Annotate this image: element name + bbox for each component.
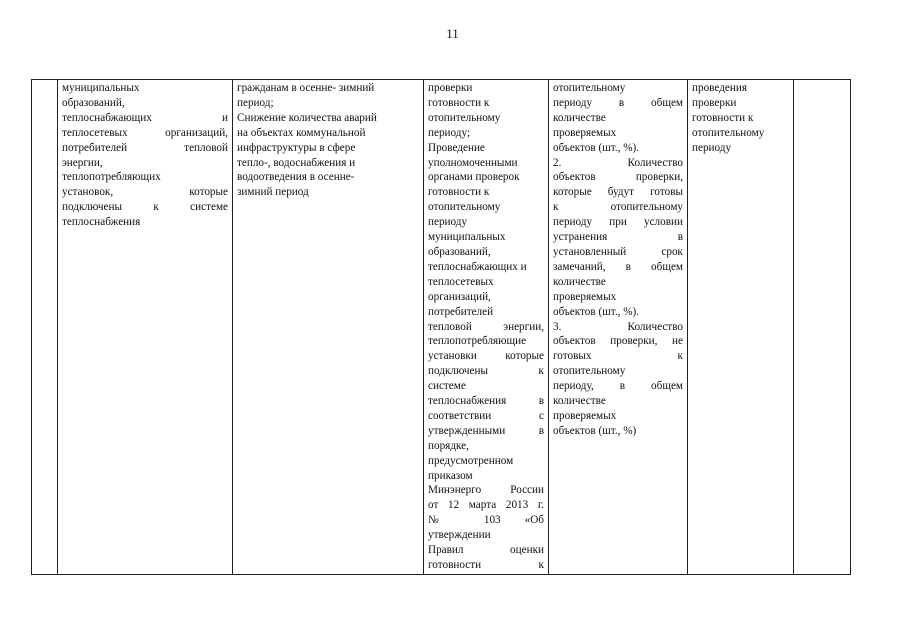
cell-text-line: муниципальных — [428, 231, 506, 244]
cell-text-line: проверки — [692, 96, 737, 109]
cell-text-line: отопительному — [553, 82, 626, 94]
table-cell-indicators — [549, 80, 688, 575]
cell-text-line: Минэнерго России — [428, 484, 544, 497]
document-table — [31, 79, 851, 575]
cell-text-line: объектов проверки, не — [553, 335, 683, 348]
cell-text-line: готовности к — [428, 559, 544, 571]
cell-text-line: теплоснабжающих и — [62, 111, 228, 124]
cell-text-line: готовности к — [428, 96, 490, 109]
cell-text-line: № 103 «Об — [428, 514, 544, 527]
cell-text-line: готовности к — [692, 111, 754, 124]
cell-text-line: на объектах коммунальной — [237, 126, 366, 139]
cell-text-line: 2. Количество — [553, 156, 683, 169]
cell-text-line: органами проверок — [428, 171, 520, 184]
table-cell-notes — [794, 80, 851, 575]
cell-text-line: количестве — [553, 275, 606, 288]
cell-text-line: потребителей тепловой — [62, 141, 228, 154]
cell-text-line: соответствии с — [428, 409, 544, 422]
cell-text-line: утвержденными в — [428, 424, 544, 437]
table-cell-terms — [688, 80, 794, 575]
cell-text-line: объектов (шт., %). — [553, 305, 640, 318]
cell-text-line: проверяемых — [553, 290, 617, 303]
cell-text-line: теплопотребляющих — [62, 171, 161, 184]
cell-text-line: проверяемых — [553, 126, 617, 139]
cell-text-line: теплоснабжения в — [428, 395, 544, 408]
table-cell-index — [32, 80, 58, 575]
cell-text-line: образований, — [62, 96, 125, 109]
table-cell-measures — [424, 80, 549, 575]
cell-text-line: периоду; — [428, 126, 471, 139]
cell-text-line: количестве — [553, 111, 606, 124]
cell-text-line: объектов (шт., %). — [553, 141, 640, 154]
cell-text-line: 3. Количество — [553, 320, 683, 333]
cell-text-line: системе — [428, 380, 466, 393]
cell-text-line: теплоснабжающих и — [428, 260, 527, 273]
cell-text-line: отопительному — [428, 111, 501, 124]
cell-text-line: гражданам в осенне- зимний — [237, 82, 375, 94]
cell-text-line: потребителей — [428, 305, 494, 318]
cell-text-line: зимний период — [237, 186, 309, 199]
cell-text-line: отопительному — [692, 126, 765, 139]
cell-text-line: подключены к — [428, 365, 544, 378]
page-number: 11 — [446, 26, 459, 41]
table-cell-participants — [58, 80, 233, 575]
cell-text-line: теплоснабжения — [62, 216, 141, 229]
cell-text-line: Правил оценки — [428, 544, 544, 557]
cell-text-line: уполномоченными — [428, 156, 518, 169]
cell-text-line: к отопительному — [553, 201, 683, 214]
cell-text-line: периоду — [428, 216, 468, 229]
cell-text-line: периоду, в общем — [553, 380, 683, 393]
cell-text-line: энергии, — [62, 156, 103, 169]
cell-text-line: установленный срок — [553, 245, 683, 258]
cell-text-line: периоду в общем — [553, 96, 683, 109]
cell-text-line: образований, — [428, 245, 491, 258]
table-cell-expected-results — [233, 80, 424, 575]
cell-text-line: проверки — [428, 82, 473, 94]
cell-text-line: Снижение количества аварий — [237, 111, 377, 124]
cell-text-line: готовых к — [553, 350, 683, 363]
cell-text-line: готовности к — [428, 186, 490, 199]
cell-text-line: которые будут готовы — [553, 186, 683, 199]
cell-text-line: теплосетевых — [428, 275, 494, 288]
cell-text-line: предусмотренном — [428, 454, 514, 467]
cell-text-line: организаций, — [428, 290, 491, 303]
cell-text-line: установок, которые — [62, 186, 228, 199]
cell-text-line: водоотведения в осенне- — [237, 171, 355, 184]
cell-text-line: отопительному — [553, 365, 626, 378]
cell-text-line: муниципальных — [62, 82, 140, 94]
cell-text-line: объектов проверки, — [553, 171, 683, 184]
cell-text-line: инфраструктуры в сфере — [237, 141, 356, 154]
cell-text-line: от 12 марта 2013 г. — [428, 499, 544, 512]
cell-text-line: порядке, — [428, 439, 469, 452]
cell-text-line: проверяемых — [553, 409, 617, 422]
cell-text-line: количестве — [553, 395, 606, 408]
cell-text-line: отопительному — [428, 201, 501, 214]
cell-text-line: приказом — [428, 469, 473, 482]
cell-text-line: период; — [237, 96, 274, 109]
cell-text-line: замечаний, в общем — [553, 260, 683, 273]
cell-text-line: объектов (шт., %) — [553, 424, 637, 437]
cell-text-line: тепловой энергии, — [428, 320, 544, 333]
cell-text-line: периоду при условии — [553, 216, 683, 229]
cell-text-line: установки которые — [428, 350, 544, 363]
cell-text-line: проведения — [692, 82, 747, 94]
cell-text-line: подключены к системе — [62, 201, 228, 214]
cell-text-line: периоду — [692, 141, 732, 154]
table-row — [32, 80, 851, 575]
cell-text-line: теплосетевых организаций, — [62, 126, 228, 139]
cell-text-line: тепло-, водоснабжения и — [237, 156, 356, 169]
cell-text-line: теплопотребляющие — [428, 335, 527, 348]
cell-text-line: Проведение — [428, 141, 485, 154]
cell-text-line: утверждении — [428, 529, 491, 542]
cell-text-line: устранения в — [553, 231, 683, 244]
